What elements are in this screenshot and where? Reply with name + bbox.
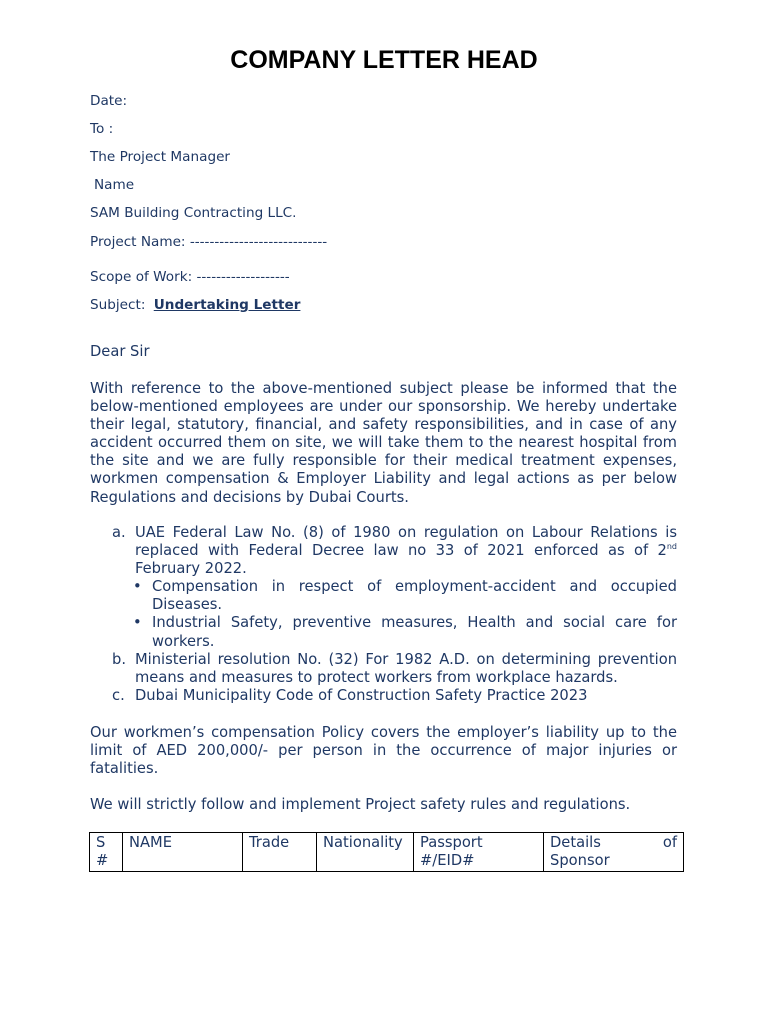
list-item-text: UAE Federal Law No. (8) of 1980 on regulation on Labour Relations is replaced with Federal Decree law no 33 of 2021 enforced as of 2 xyxy=(135,524,677,560)
regulations-list xyxy=(90,524,677,705)
project-name-line: Project Name: ---------------------------- xyxy=(90,234,328,250)
subject-line xyxy=(90,297,300,313)
scope-line: Scope of Work: ------------------- xyxy=(90,269,290,285)
list-marker: a. xyxy=(112,524,126,541)
to-line: To : xyxy=(90,121,114,137)
list-marker: c. xyxy=(112,686,125,704)
commitment-paragraph: We will strictly follow and implement Project safety rules and regulations. xyxy=(90,796,631,813)
sub-list-item xyxy=(90,614,677,650)
sub-list-item xyxy=(90,578,677,614)
name-line: Name xyxy=(94,177,135,193)
bullet-icon: • xyxy=(133,578,142,596)
subject-value: Undertaking Letter xyxy=(153,297,301,313)
header-passport: Passport #/EID# xyxy=(414,833,544,872)
list-item xyxy=(90,687,677,705)
employee-table xyxy=(89,832,684,872)
intro-paragraph: With reference to the above-mentioned subject please be informed that the below-mentioned employees are under our sponsorship. We hereby undertake their legal, statutory, financial, and safety responsibilities, and in case of any accident occurred them on site, we will take them to the nearest hospital from the site and we are fully responsible for their medical treatment expenses, workmen compensation & Employer Liability and legal actions as per below Regulations and decisions by Dubai Courts. xyxy=(90,380,677,506)
page-title: COMPANY LETTER HEAD xyxy=(230,46,538,74)
policy-paragraph: Our workmen’s compensation Policy covers the employer’s liability up to the limit of AED 200,000/- per person in the occurrence of major injuries or fatalities. xyxy=(90,724,677,778)
date-line: Date: xyxy=(90,93,128,109)
header-name: NAME xyxy=(123,833,243,872)
list-item xyxy=(90,524,677,578)
list-item-text-cont: February 2022. xyxy=(135,560,247,578)
salutation: Dear Sir xyxy=(90,343,150,360)
sub-list-item-text: Industrial Safety, preventive measures, Health and social care for workers. xyxy=(152,614,677,650)
list-item-text: Ministerial resolution No. (32) For 1982 A.D. on determining prevention means and measures to protect workers from workplace hazards. xyxy=(135,650,677,686)
header-trade: Trade xyxy=(243,833,317,872)
recipient-line: The Project Manager xyxy=(90,149,231,165)
header-sponsor-details: Details of Sponsor xyxy=(544,833,684,872)
table-header-row xyxy=(90,833,684,872)
header-nationality: Nationality xyxy=(317,833,414,872)
list-marker: b. xyxy=(112,650,126,668)
bullet-icon: • xyxy=(133,614,142,632)
header-serial: S # xyxy=(90,833,123,872)
list-item xyxy=(90,651,677,687)
subject-label: Subject: xyxy=(90,297,146,313)
superscript: nd xyxy=(666,542,677,552)
sub-list-item-text: Compensation in respect of employment-accident and occupied Diseases. xyxy=(152,578,677,614)
list-item-text: Dubai Municipality Code of Construction Safety Practice 2023 xyxy=(135,686,588,704)
company-line: SAM Building Contracting LLC. xyxy=(90,205,297,221)
